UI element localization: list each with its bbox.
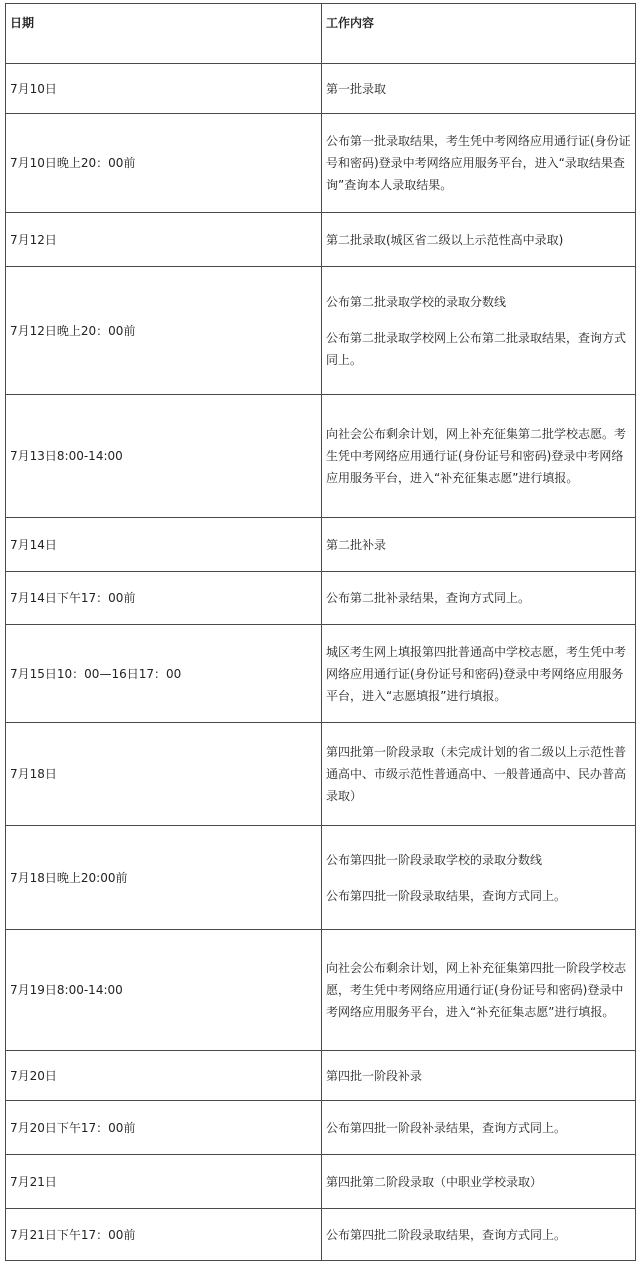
row-date: 7月20日	[6, 1051, 322, 1101]
row-content-text: 第二批录取(城区省二级以上示范性高中录取)	[326, 232, 564, 247]
table-row	[6, 826, 636, 930]
row-content	[322, 518, 636, 572]
row-date: 7月13日8:00-14:00	[6, 395, 322, 518]
row-content-text: 公布第二批录取学校网上公布第二批录取结果，查询方式同上。	[326, 330, 627, 367]
table-row	[6, 518, 636, 572]
table-row	[6, 1155, 636, 1209]
row-date: 7月18日	[6, 723, 322, 826]
row-content-text: 城区考生网上填报第四批普通高中学校志愿，考生凭中考网络应用通行证(身份证号和密码)登录中考网络应用服务平台，进入“志愿填报”进行填报。	[326, 644, 627, 703]
row-content-text: 公布第二批补录结果，查询方式同上。	[326, 591, 531, 605]
table-row	[6, 1051, 636, 1101]
row-content	[322, 1155, 636, 1209]
row-date: 7月18日晚上20:00前	[6, 826, 322, 930]
row-content	[322, 267, 636, 395]
row-content	[322, 572, 636, 625]
row-content-text: 第一批录取	[326, 81, 387, 96]
admission-schedule-table	[5, 3, 636, 1261]
row-date: 7月20日下午17：00前	[6, 1101, 322, 1155]
row-content	[322, 930, 636, 1051]
row-date: 7月12日	[6, 213, 322, 267]
row-date: 7月10日晚上20：00前	[6, 114, 322, 213]
table-row	[6, 395, 636, 518]
table-row	[6, 1101, 636, 1155]
table-row	[6, 267, 636, 395]
row-date: 7月21日	[6, 1155, 322, 1209]
row-date: 7月14日	[6, 518, 322, 572]
row-date: 7月14日下午17：00前	[6, 572, 322, 625]
row-content-text: 第四批一阶段补录	[326, 1068, 423, 1083]
row-content	[322, 64, 636, 114]
row-content-text: 公布第四批一阶段录取学校的录取分数线	[326, 852, 543, 867]
row-content-text: 公布第四批二阶段录取结果，查询方式同上。	[326, 1227, 567, 1242]
table-row	[6, 930, 636, 1051]
row-content	[322, 213, 636, 267]
row-content-text: 第四批第一阶段录取（未完成计划的省二级以上示范性普通高中、市级示范性普通高中、一般普通高中、民办普高录取）	[326, 745, 627, 803]
table-row	[6, 213, 636, 267]
row-content	[322, 723, 636, 826]
table-row	[6, 1209, 636, 1261]
row-content-text: 向社会公布剩余计划，网上补充征集第四批一阶段学校志愿，考生凭中考网络应用通行证(身份证号和密码)登录中考网络应用服务平台，进入“补充征集志愿”进行填报。	[326, 961, 627, 1019]
row-content-text: 公布第四批一阶段补录结果，查询方式同上。	[326, 1120, 567, 1135]
row-content	[322, 625, 636, 723]
row-content-text: 第四批第二阶段录取（中职业学校录取）	[326, 1174, 543, 1189]
header-date: 日期	[6, 4, 322, 64]
row-content	[322, 395, 636, 518]
table-row	[6, 625, 636, 723]
table-row	[6, 114, 636, 213]
row-content	[322, 1101, 636, 1155]
row-content-text: 公布第二批录取学校的录取分数线	[326, 294, 507, 309]
header-content: 工作内容	[322, 4, 636, 64]
table-row	[6, 572, 636, 625]
row-content	[322, 114, 636, 213]
table-header-row	[6, 4, 636, 64]
row-content	[322, 1051, 636, 1101]
row-date: 7月10日	[6, 64, 322, 114]
row-date: 7月15日10：00—16日17：00	[6, 625, 322, 723]
row-date: 7月19日8:00-14:00	[6, 930, 322, 1051]
row-content-text: 公布第四批一阶段录取结果，查询方式同上。	[326, 888, 567, 903]
row-date: 7月12日晚上20：00前	[6, 267, 322, 395]
row-content	[322, 826, 636, 930]
row-content-text: 向社会公布剩余计划，网上补充征集第二批学校志愿。考生凭中考网络应用通行证(身份证号和密码)登录中考网络应用服务平台，进入“补充征集志愿”进行填报。	[326, 427, 627, 485]
row-content-text: 公布第一批录取结果，考生凭中考网络应用通行证(身份证号和密码)登录中考网络应用服务平台，进入“录取结果查询”查询本人录取结果。	[326, 134, 631, 192]
row-content-text: 第二批补录	[326, 537, 387, 552]
table-row	[6, 723, 636, 826]
row-content	[322, 1209, 636, 1261]
table-row	[6, 64, 636, 114]
row-date: 7月21日下午17：00前	[6, 1209, 322, 1261]
